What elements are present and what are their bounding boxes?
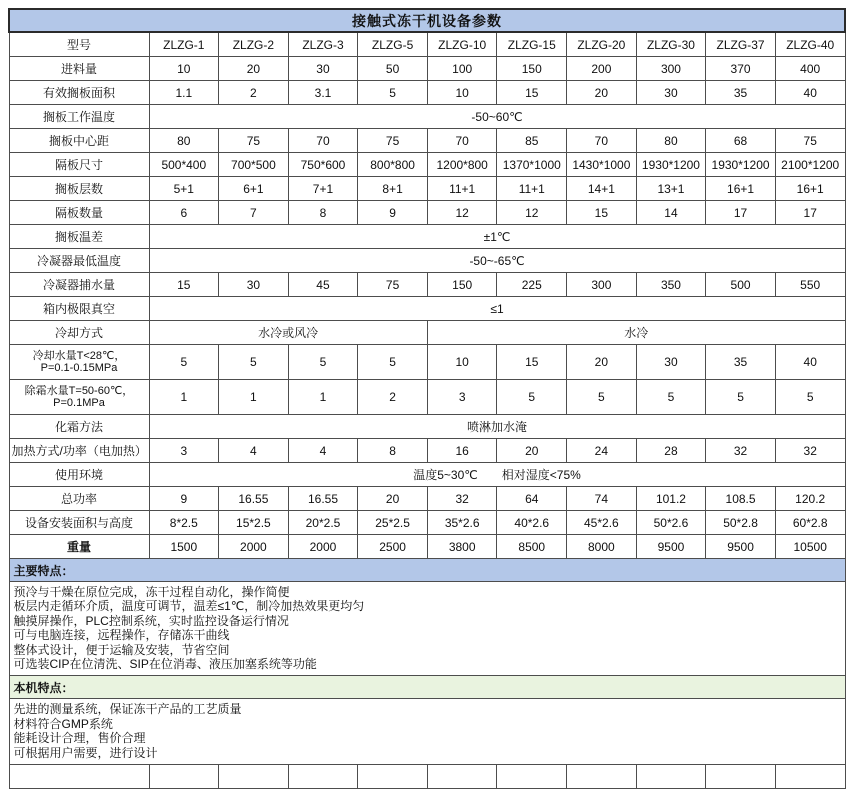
- param-cell: 100: [427, 57, 497, 81]
- model-header: ZLZG-2: [219, 32, 289, 57]
- param-cell: 16: [427, 439, 497, 463]
- model-column-label: 型号: [9, 32, 149, 57]
- param-cell: 7+1: [288, 177, 358, 201]
- param-cell: 35*2.6: [427, 511, 497, 535]
- param-cell: 30: [288, 57, 358, 81]
- param-cell: 32: [427, 487, 497, 511]
- param-cell: 16.55: [288, 487, 358, 511]
- param-cell: 15: [497, 345, 567, 380]
- param-cell: 9500: [636, 535, 706, 559]
- row-label: 重量: [9, 535, 149, 559]
- param-cell: 15*2.5: [219, 511, 289, 535]
- param-row: [9, 225, 845, 249]
- param-cell: 5: [288, 345, 358, 380]
- param-cell: 85: [497, 129, 567, 153]
- param-cell: 3: [149, 439, 219, 463]
- param-cell: 5: [636, 380, 706, 415]
- param-span-cell: ±1℃: [149, 225, 845, 249]
- param-cell: 6+1: [219, 177, 289, 201]
- param-cell: 35: [706, 81, 776, 105]
- main-features-body-row: [9, 582, 845, 676]
- param-cell: 40*2.6: [497, 511, 567, 535]
- param-cell: 12: [427, 201, 497, 225]
- feature-line: 板层内走循环介质，温度可调节，温差≤1℃，制冷加热效果更均匀: [13, 599, 365, 614]
- param-cell: 300: [567, 273, 637, 297]
- empty-cell: [636, 765, 706, 789]
- param-cell: 3800: [427, 535, 497, 559]
- row-label: 使用环境: [9, 463, 149, 487]
- param-cell: 9: [358, 201, 428, 225]
- machine-features-body-row: [9, 699, 845, 765]
- param-cell: 45*2.6: [567, 511, 637, 535]
- param-cell: 32: [775, 439, 845, 463]
- param-cell: 1930*1200: [636, 153, 706, 177]
- param-row: [9, 297, 845, 321]
- param-cell: 75: [358, 129, 428, 153]
- row-label: 隔板数量: [9, 201, 149, 225]
- param-cell: 30: [636, 81, 706, 105]
- model-header: ZLZG-30: [636, 32, 706, 57]
- param-cell: 5: [706, 380, 776, 415]
- param-cell: 70: [427, 129, 497, 153]
- empty-cell: [775, 765, 845, 789]
- param-cell: 4: [219, 439, 289, 463]
- row-label: 搁板中心距: [9, 129, 149, 153]
- param-cell: 500*400: [149, 153, 219, 177]
- param-cell: 80: [149, 129, 219, 153]
- param-row: [9, 380, 845, 415]
- param-cell: 30: [636, 345, 706, 380]
- row-label-line: P=0.1-0.15MPa: [40, 362, 118, 374]
- param-cell: 1: [219, 380, 289, 415]
- param-cell: 24: [567, 439, 637, 463]
- param-row: [9, 201, 845, 225]
- param-cell: 75: [775, 129, 845, 153]
- freeze-dryer-spec-sheet: [8, 8, 844, 789]
- param-cell: 25*2.5: [358, 511, 428, 535]
- param-row: [9, 535, 845, 559]
- param-span-cell: 温度5~30℃ 相对湿度<75%: [149, 463, 845, 487]
- param-cell: 15: [567, 201, 637, 225]
- param-cell: 74: [567, 487, 637, 511]
- param-cell: 68: [706, 129, 776, 153]
- row-label: 隔板尺寸: [9, 153, 149, 177]
- param-cell: 16.55: [219, 487, 289, 511]
- param-cell: 150: [497, 57, 567, 81]
- param-cell: 75: [219, 129, 289, 153]
- empty-cell: [497, 765, 567, 789]
- param-cell: 8500: [497, 535, 567, 559]
- param-row: [9, 57, 845, 81]
- model-header: ZLZG-1: [149, 32, 219, 57]
- param-cell: 28: [636, 439, 706, 463]
- model-header: ZLZG-20: [567, 32, 637, 57]
- feature-line: 先进的测量系统，保证冻干产品的工艺质量: [13, 702, 242, 717]
- param-row: [9, 415, 845, 439]
- param-cell: 108.5: [706, 487, 776, 511]
- param-cell: 2500: [358, 535, 428, 559]
- param-cell: 16+1: [775, 177, 845, 201]
- param-cell: 13+1: [636, 177, 706, 201]
- param-cell: 1: [149, 380, 219, 415]
- row-label: 进料量: [9, 57, 149, 81]
- row-label: 化霜方法: [9, 415, 149, 439]
- param-row: [9, 321, 845, 345]
- param-cell: 1370*1000: [497, 153, 567, 177]
- param-span-cell: ≤1: [149, 297, 845, 321]
- param-cell: 45: [288, 273, 358, 297]
- feature-line: 材料符合GMP系统: [13, 716, 113, 731]
- param-cell: 10: [149, 57, 219, 81]
- feature-line: 可选装CIP在位清洗、SIP在位消毒、液压加塞系统等功能: [13, 657, 317, 672]
- param-cell: 10: [427, 81, 497, 105]
- param-cell: 800*800: [358, 153, 428, 177]
- row-label: 设备安装面积与高度: [9, 511, 149, 535]
- param-cell: 5: [775, 380, 845, 415]
- empty-cell: [358, 765, 428, 789]
- param-cell: 8+1: [358, 177, 428, 201]
- row-label: 搁板层数: [9, 177, 149, 201]
- param-cell: 150: [427, 273, 497, 297]
- param-cell: 300: [636, 57, 706, 81]
- param-cell: 101.2: [636, 487, 706, 511]
- param-cell: 1.1: [149, 81, 219, 105]
- feature-line: 能耗设计合理，售价合理: [13, 731, 146, 746]
- param-cell: 550: [775, 273, 845, 297]
- row-label-line: P=0.1MPa: [53, 397, 105, 409]
- param-cell: 20: [497, 439, 567, 463]
- param-cell: 750*600: [288, 153, 358, 177]
- param-cell: 8: [358, 439, 428, 463]
- param-cell: 20*2.5: [288, 511, 358, 535]
- row-label: 总功率: [9, 487, 149, 511]
- model-header: ZLZG-40: [775, 32, 845, 57]
- model-header-row: [9, 32, 845, 57]
- param-cell: 6: [149, 201, 219, 225]
- param-cell: 200: [567, 57, 637, 81]
- row-label: 冷凝器捕水量: [9, 273, 149, 297]
- feature-line: 整体式设计，便于运输及安装，节省空间: [13, 642, 230, 657]
- param-row: [9, 345, 845, 380]
- param-cell: 15: [497, 81, 567, 105]
- empty-cell: [427, 765, 497, 789]
- param-cell: 30: [219, 273, 289, 297]
- model-header: ZLZG-15: [497, 32, 567, 57]
- param-cell: 3.1: [288, 81, 358, 105]
- param-span-cell: 喷淋加水淹: [149, 415, 845, 439]
- param-cell: 50*2.8: [706, 511, 776, 535]
- param-cell: 32: [706, 439, 776, 463]
- param-span-cell: -50~60℃: [149, 105, 845, 129]
- param-cell: 2100*1200: [775, 153, 845, 177]
- param-cell: 20: [358, 487, 428, 511]
- param-cell: 400: [775, 57, 845, 81]
- row-label-line: 除霜水量T=50-60℃，: [24, 385, 134, 397]
- param-cell: 70: [288, 129, 358, 153]
- param-cell: 80: [636, 129, 706, 153]
- param-cell: 4: [288, 439, 358, 463]
- param-cell: 1430*1000: [567, 153, 637, 177]
- param-cell: 50: [358, 57, 428, 81]
- param-cell: 1: [288, 380, 358, 415]
- empty-cell: [706, 765, 776, 789]
- param-cell: 17: [706, 201, 776, 225]
- param-cell: 60*2.8: [775, 511, 845, 535]
- param-cell: 20: [219, 57, 289, 81]
- param-cell: 370: [706, 57, 776, 81]
- model-header: ZLZG-3: [288, 32, 358, 57]
- param-cell: 12: [497, 201, 567, 225]
- param-cell: 2000: [288, 535, 358, 559]
- empty-cell: [567, 765, 637, 789]
- empty-cell: [288, 765, 358, 789]
- sheet-title: 接触式冻干机设备参数: [9, 9, 845, 32]
- title-row: [9, 9, 845, 32]
- empty-cell: [9, 765, 149, 789]
- machine-features-header-row: [9, 676, 845, 699]
- param-cell: 350: [636, 273, 706, 297]
- param-cell: 16+1: [706, 177, 776, 201]
- param-cell: 14: [636, 201, 706, 225]
- param-split-left-cell: 水冷或风冷: [149, 321, 427, 345]
- row-label: 搁板工作温度: [9, 105, 149, 129]
- feature-line: 可与电脑连接，远程操作，存储冻干曲线: [13, 628, 230, 643]
- param-cell: 9: [149, 487, 219, 511]
- param-cell: 5: [497, 380, 567, 415]
- param-cell: 40: [775, 345, 845, 380]
- param-span-cell: -50~-65℃: [149, 249, 845, 273]
- param-cell: 11+1: [427, 177, 497, 201]
- feature-line: 触摸屏操作，PLC控制系统，实时监控设备运行情况: [13, 613, 289, 628]
- param-row: [9, 129, 845, 153]
- param-row: [9, 177, 845, 201]
- param-cell: 2: [358, 380, 428, 415]
- param-cell: 5: [358, 345, 428, 380]
- param-cell: 17: [775, 201, 845, 225]
- row-label: [9, 345, 149, 380]
- param-cell: 5: [149, 345, 219, 380]
- param-cell: 8: [288, 201, 358, 225]
- row-label: 冷凝器最低温度: [9, 249, 149, 273]
- param-cell: 10500: [775, 535, 845, 559]
- empty-cell: [149, 765, 219, 789]
- param-cell: 70: [567, 129, 637, 153]
- empty-cell: [219, 765, 289, 789]
- main-features-body: [9, 582, 845, 676]
- param-cell: 15: [149, 273, 219, 297]
- parameters-table: [8, 8, 846, 789]
- machine-features-body: [9, 699, 845, 765]
- param-row: [9, 81, 845, 105]
- param-cell: 7: [219, 201, 289, 225]
- model-header: ZLZG-10: [427, 32, 497, 57]
- param-cell: 5: [219, 345, 289, 380]
- param-cell: 11+1: [497, 177, 567, 201]
- param-cell: 20: [567, 81, 637, 105]
- row-label: 冷却方式: [9, 321, 149, 345]
- row-label: [9, 380, 149, 415]
- row-label: 加热方式/功率（电加热）: [9, 439, 149, 463]
- row-label: 有效搁板面积: [9, 81, 149, 105]
- empty-row: [9, 765, 845, 789]
- param-cell: 35: [706, 345, 776, 380]
- row-label-line: 冷却水量T<28℃，: [32, 350, 126, 362]
- param-cell: 700*500: [219, 153, 289, 177]
- param-cell: 40: [775, 81, 845, 105]
- param-cell: 8*2.5: [149, 511, 219, 535]
- param-cell: 120.2: [775, 487, 845, 511]
- param-row: [9, 249, 845, 273]
- param-cell: 20: [567, 345, 637, 380]
- param-cell: 2: [219, 81, 289, 105]
- param-row: [9, 511, 845, 535]
- param-cell: 8000: [567, 535, 637, 559]
- param-cell: 10: [427, 345, 497, 380]
- param-cell: 75: [358, 273, 428, 297]
- row-label: 箱内极限真空: [9, 297, 149, 321]
- main-features-header-row: [9, 559, 845, 582]
- feature-line: 预冷与干燥在原位完成，冻干过程自动化，操作简便: [13, 585, 290, 599]
- param-row: [9, 487, 845, 511]
- param-cell: 5: [567, 380, 637, 415]
- param-cell: 1930*1200: [706, 153, 776, 177]
- feature-line: 可根据用户需要，进行设计: [13, 745, 158, 760]
- model-header: ZLZG-37: [706, 32, 776, 57]
- param-row: [9, 105, 845, 129]
- param-cell: 1200*800: [427, 153, 497, 177]
- param-cell: 50*2.6: [636, 511, 706, 535]
- param-row: [9, 273, 845, 297]
- param-row: [9, 439, 845, 463]
- param-cell: 9500: [706, 535, 776, 559]
- param-split-right-cell: 水冷: [427, 321, 845, 345]
- param-cell: 5: [358, 81, 428, 105]
- model-header: ZLZG-5: [358, 32, 428, 57]
- row-label: 搁板温差: [9, 225, 149, 249]
- param-cell: 5+1: [149, 177, 219, 201]
- param-cell: 2000: [219, 535, 289, 559]
- param-cell: 500: [706, 273, 776, 297]
- machine-features-header: 本机特点：: [9, 676, 845, 699]
- param-row: [9, 153, 845, 177]
- param-cell: 64: [497, 487, 567, 511]
- param-cell: 14+1: [567, 177, 637, 201]
- param-cell: 3: [427, 380, 497, 415]
- param-cell: 225: [497, 273, 567, 297]
- param-row: [9, 463, 845, 487]
- param-cell: 1500: [149, 535, 219, 559]
- main-features-header: 主要特点：: [9, 559, 845, 582]
